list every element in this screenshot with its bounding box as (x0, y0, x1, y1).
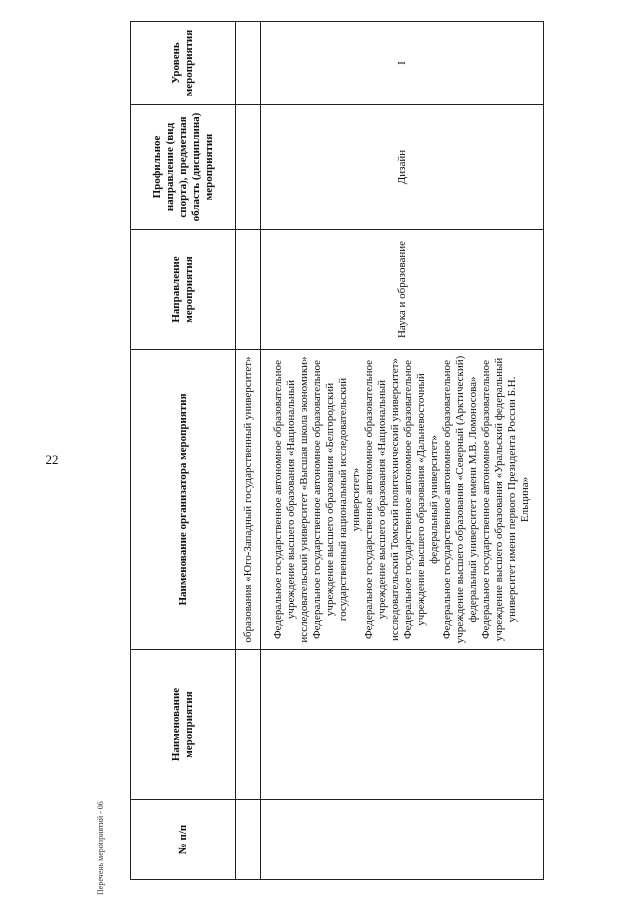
cell-num (261, 800, 544, 880)
events-table-rotated (130, 22, 544, 880)
cell-name-cont (236, 650, 261, 800)
organizer-item: Федеральное государственное автономное образовательное учреждение высшего образования «Белгородский государственный национальный исследовательский университет» (311, 359, 362, 640)
organizer-item: Федеральное государственное автономное образовательное учреждение высшего образования «Национальный исследовательский Томский политехнический университет» (363, 358, 401, 641)
cell-num-cont (236, 800, 261, 880)
footer-note: Перечень мероприятий - 06 (96, 801, 105, 895)
header-name: Наименование мероприятия (131, 650, 236, 800)
cell-profile: Дизайн (261, 105, 544, 230)
header-profile: Профильное направление (вид спорта), предметная область (дисциплина) мероприятия (131, 105, 236, 230)
header-direction: Направление мероприятия (131, 230, 236, 350)
cell-level: I (261, 22, 544, 105)
header-organizer: Наименование организатора мероприятия (131, 350, 236, 650)
header-level: Уровень мероприятия (131, 22, 236, 105)
events-table (130, 21, 544, 880)
header-num: № п/п (131, 800, 236, 880)
table-row (261, 22, 544, 880)
cell-organizers (261, 350, 544, 650)
organizer-item: Федеральное государственное автономное образовательное учреждение высшего образования «Северный (Арктический) федеральный университет имени М.В. Ломоносова» (441, 355, 479, 644)
table-header-row (131, 22, 236, 880)
organizer-item: Федеральное государственное автономное образовательное учреждение высшего образования «Национальный исследовательский университет «Высшая школа экономики» (272, 356, 310, 643)
cell-direction-cont (236, 230, 261, 350)
cell-name (261, 650, 544, 800)
organizer-item: Федеральное государственное автономное образовательное учреждение высшего образования «Дальневосточный федеральный университет» (402, 359, 440, 640)
cell-organizer-cont: образования «Юго-Западный государственный университет» (236, 350, 261, 650)
cell-profile-cont (236, 105, 261, 230)
table-row-continuation (236, 22, 261, 880)
cell-direction: Наука и образование (261, 230, 544, 350)
page-number: 22 (45, 452, 59, 467)
cell-level-cont (236, 22, 261, 105)
organizer-item: Федеральное государственное автономное образовательное учреждение высшего образования «Уральский федеральный университет имени первого Президента России Б.Н. Ельцина» (480, 357, 531, 642)
